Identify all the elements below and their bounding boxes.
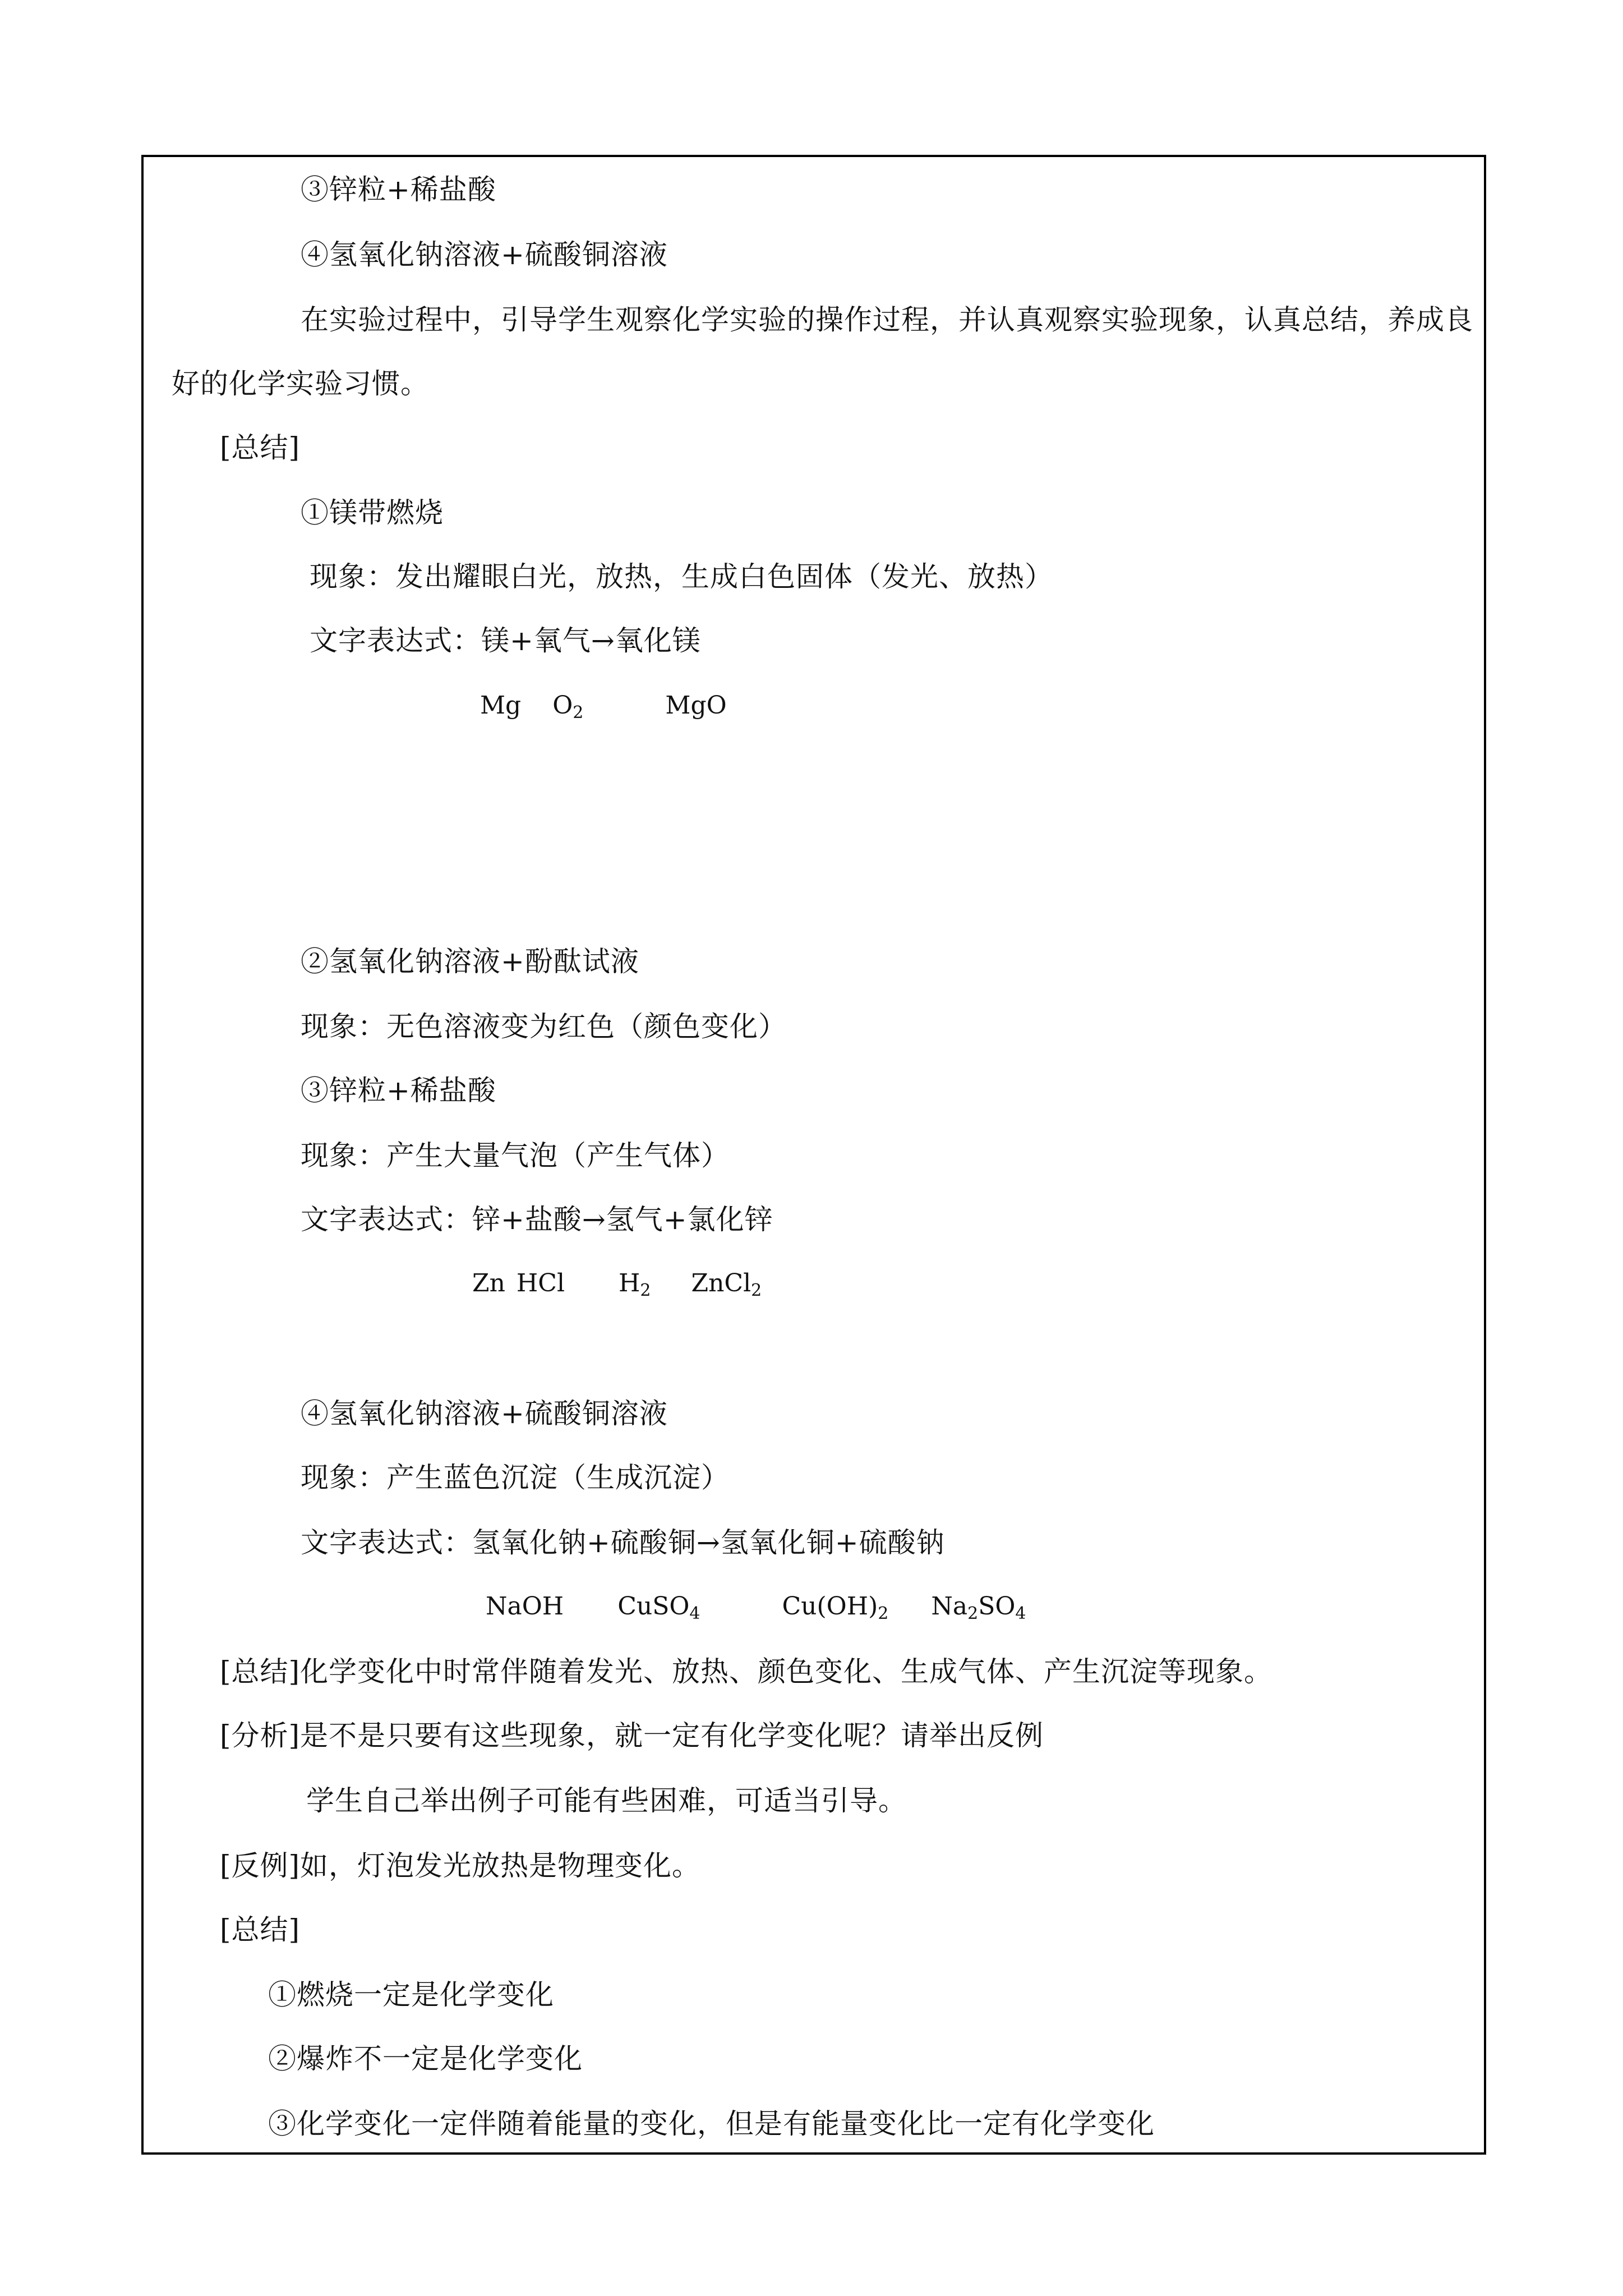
- text-line-17: [分析]是不是只要有这些现象，就一定有化学变化呢？请举出反例: [220, 1719, 1044, 1752]
- formula-subscript: 4: [689, 1604, 700, 1623]
- section-heading-summary-1: [总结]: [220, 431, 301, 464]
- formula-term: O: [552, 691, 573, 720]
- text-line-8: ②氢氧化钠溶液+酚酞试液: [301, 945, 639, 978]
- text-line-9: 现象：无色溶液变为红色（颜色变化）: [301, 1010, 787, 1043]
- formula-term: HCl: [516, 1269, 565, 1297]
- formula-term: MgO: [665, 691, 727, 720]
- text-line-14: 现象：产生蓝色沉淀（生成沉淀）: [301, 1461, 730, 1494]
- text-line-3a: 在实验过程中，引导学生观察化学实验的操作过程，并认真观察实验现象，认真总结，养成良: [301, 303, 1473, 336]
- text-line-18: 学生自己举出例子可能有些困难，可适当引导。: [306, 1784, 907, 1817]
- formula-term: CuSO: [617, 1592, 690, 1621]
- text-line-22: ②爆炸不一定是化学变化: [268, 2042, 583, 2075]
- formula-term: SO: [978, 1592, 1016, 1621]
- text-line-23: ③化学变化一定伴随着能量的变化，但是有能量变化比一定有化学变化: [268, 2108, 1155, 2140]
- text-line-11: 现象：产生大量气泡（产生气体）: [301, 1139, 730, 1172]
- formula-term: Zn: [472, 1269, 505, 1297]
- text-line-1: ③锌粒+稀盐酸: [301, 173, 496, 206]
- formula-term: Cu(OH): [782, 1592, 878, 1621]
- formula-term: Mg: [480, 691, 522, 720]
- text-line-10: ③锌粒+稀盐酸: [301, 1074, 496, 1107]
- formula-term: NaOH: [486, 1592, 564, 1621]
- formula-term: ZnCl: [691, 1269, 751, 1297]
- text-line-21: ①燃烧一定是化学变化: [268, 1978, 554, 2011]
- formula-term: H: [619, 1269, 640, 1297]
- formula-sodium: [486, 1590, 1026, 1623]
- text-line-12: 文字表达式：锌+盐酸→氢气+氯化锌: [301, 1203, 773, 1236]
- formula-subscript: 2: [751, 1281, 762, 1300]
- text-line-3b: 好的化学实验习惯。: [172, 367, 429, 400]
- formula-subscript: 2: [878, 1604, 889, 1623]
- text-line-7: 文字表达式：镁+氧气→氧化镁: [310, 624, 701, 657]
- formula-magnesium: [480, 689, 727, 723]
- text-line-19: [反例]如，灯泡发光放热是物理变化。: [220, 1849, 701, 1882]
- text-line-5: ①镁带燃烧: [301, 496, 444, 529]
- formula-subscript: 2: [967, 1604, 979, 1623]
- formula-term: Na: [931, 1592, 968, 1621]
- formula-zinc: [472, 1267, 762, 1300]
- formula-subscript: 2: [640, 1281, 651, 1300]
- section-heading-summary-2: [总结]: [220, 1913, 301, 1946]
- formula-subscript: 2: [573, 703, 584, 723]
- text-line-16: [总结]化学变化中时常伴随着发光、放热、颜色变化、生成气体、产生沉淀等现象。: [220, 1655, 1273, 1688]
- text-line-13: ④氢氧化钠溶液+硫酸铜溶液: [301, 1397, 668, 1430]
- formula-subscript: 4: [1015, 1604, 1026, 1623]
- text-line-2: ④氢氧化钠溶液+硫酸铜溶液: [301, 238, 668, 271]
- text-line-15: 文字表达式：氢氧化钠+硫酸铜→氢氧化铜+硫酸钠: [301, 1526, 945, 1559]
- text-line-6: 现象：发出耀眼白光，放热，生成白色固体（发光、放热）: [310, 560, 1053, 593]
